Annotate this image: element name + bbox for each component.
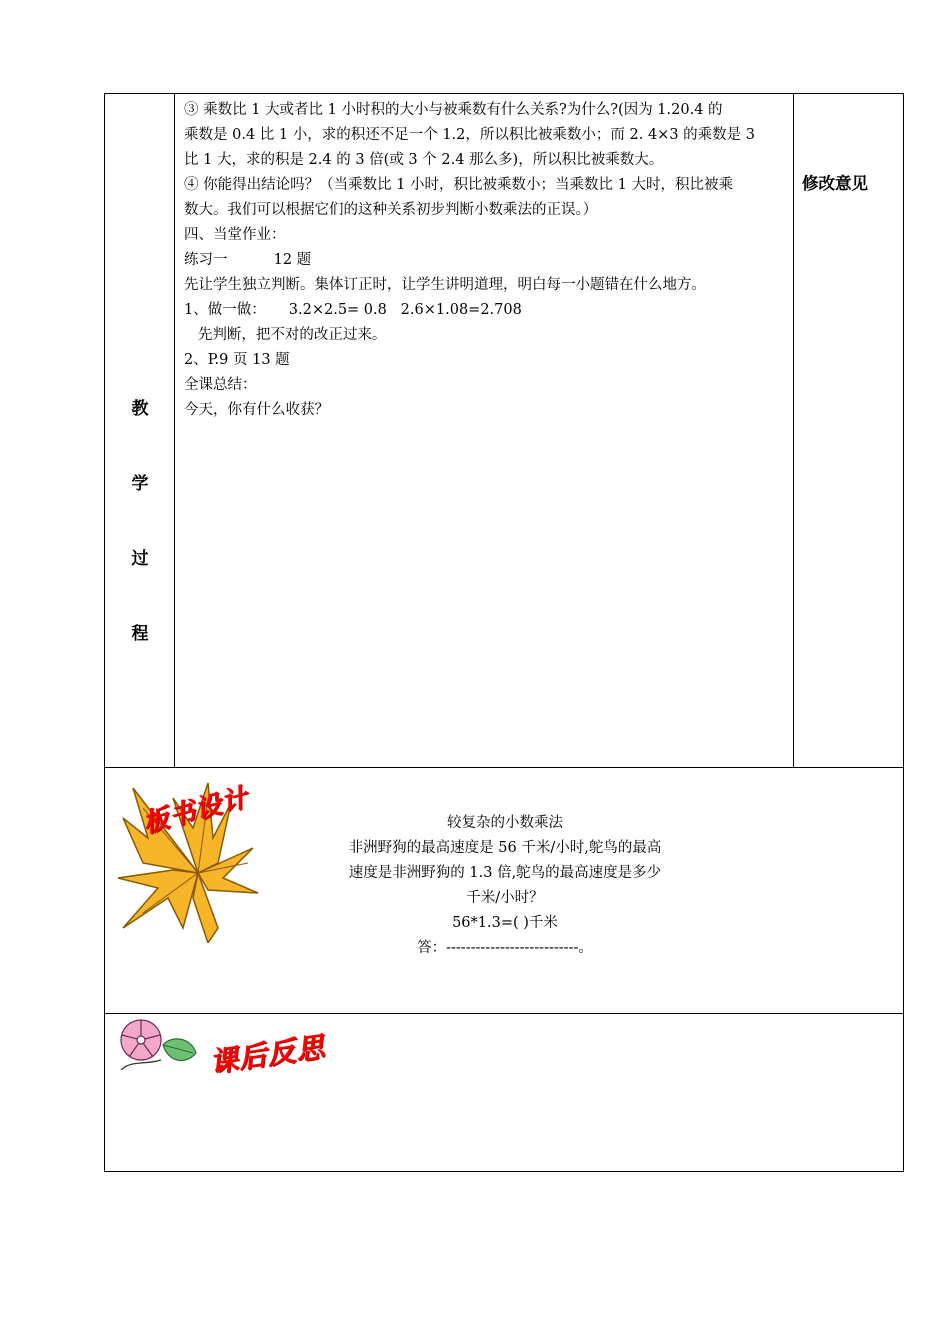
board-design-title-art: 板书设计	[139, 782, 252, 840]
divider-row-2	[105, 1013, 903, 1014]
process-line: 先让学生独立判断。集体订正时，让学生讲明道理，明白每一小题错在什么地方。	[184, 277, 706, 293]
morning-glory-icon	[111, 1015, 201, 1077]
process-line: 乘数是 0.4 比 1 小，求的积还不足一个 1.2，所以积比被乘数小；而 2. 4×3 的乘数是 3	[184, 127, 755, 143]
divider-right	[793, 94, 794, 767]
process-line: 数大。我们可以根据它们的这种关系初步判断小数乘法的正误。）	[184, 202, 598, 218]
process-line: ③ 乘数比 1 大或者比 1 小时积的大小与被乘数有什么关系?为什么?(因为 1.20.4 的	[184, 102, 723, 118]
board-line: 56*1.3=( )千米	[452, 915, 558, 931]
side-label-char-1: 教	[131, 399, 149, 419]
divider-row-1	[105, 767, 903, 768]
side-label-char-2: 学	[131, 474, 149, 494]
process-line: 练习一 12 题	[184, 252, 312, 268]
process-line: ④ 你能得出结论吗？（当乘数比 1 小时，积比被乘数小；当乘数比 1 大时，积比被乘	[184, 177, 733, 193]
process-line: 今天，你有什么收获？	[184, 402, 329, 418]
process-line: 先判断，把不对的改正过来。	[184, 327, 387, 343]
board-line: 速度是非洲野狗的 1.3 倍,鸵鸟的最高速度是多少	[348, 865, 662, 881]
process-line: 2、P.9 页 13 题	[184, 352, 290, 368]
notes-header: 修改意见	[802, 174, 868, 193]
side-label-char-3: 过	[131, 549, 149, 569]
process-line: 四、当堂作业：	[184, 227, 286, 243]
board-line: 千米/小时？	[466, 890, 544, 906]
side-label-char-4: 程	[131, 624, 149, 644]
lesson-table	[104, 93, 904, 1172]
board-line: 答：---------------------------。	[417, 940, 593, 956]
reflection-title-art: 课后反思	[207, 1030, 327, 1079]
divider-left	[174, 94, 175, 767]
board-line: 较复杂的小数乘法	[447, 815, 563, 831]
process-line: 比 1 大，求的积是 2.4 的 3 倍(或 3 个 2.4 那么多)，所以积比被乘数大。	[184, 152, 664, 168]
process-content	[184, 98, 788, 423]
process-line: 1、做一做： 3.2×2.5= 0.8 2.6×1.08=2.708	[184, 302, 522, 318]
process-line: 全课总结：	[184, 377, 257, 393]
board-design-text	[305, 811, 705, 961]
board-line: 非洲野狗的最高速度是 56 千米/小时,鸵鸟的最高	[348, 840, 662, 856]
